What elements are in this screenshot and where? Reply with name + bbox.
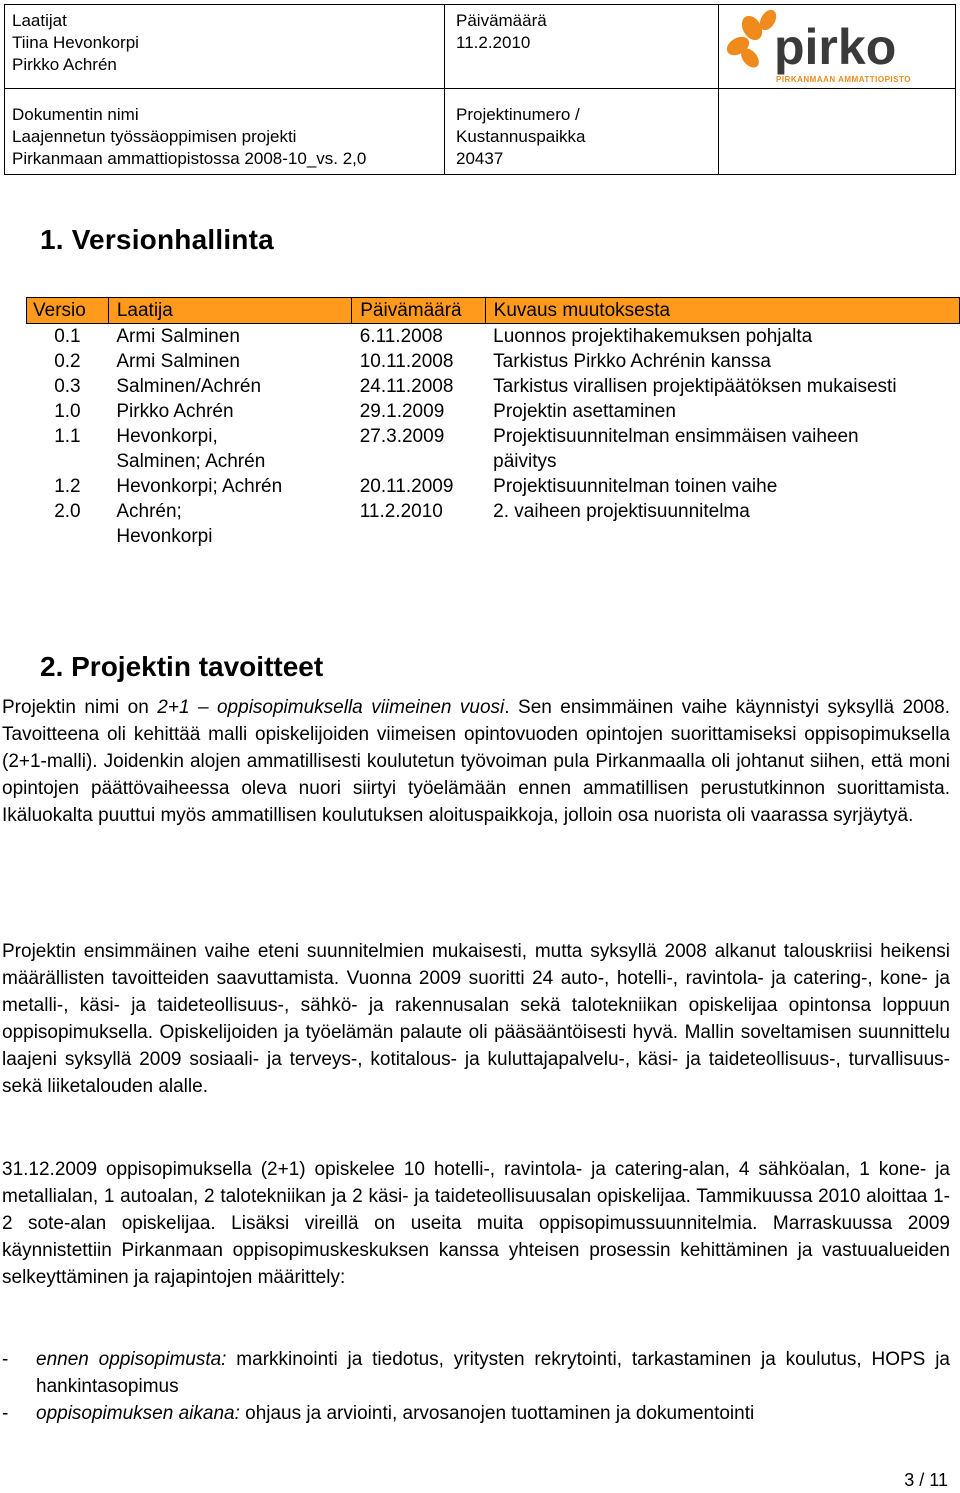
header-border-top [4, 4, 956, 5]
version-table [26, 297, 960, 549]
doc-name-cell [12, 104, 366, 170]
version-table-header [27, 298, 960, 324]
section-1-title: 1. Versionhallinta [40, 224, 274, 255]
authors-label: Laatijat [12, 11, 67, 30]
header-version: Versio [27, 298, 109, 324]
row-author: Salminen/Achrén [108, 374, 351, 399]
row-author: Armi Salminen [108, 349, 351, 374]
process-list [2, 1346, 950, 1427]
row-date: 11.2.2010 [352, 499, 485, 549]
row-date: 24.11.2008 [352, 374, 485, 399]
row-date: 27.3.2009 [352, 424, 485, 474]
header-date: Päivämäärä [352, 298, 485, 324]
header-divider-2 [718, 4, 719, 175]
project-name: 2+1 – oppisopimuksella viimeinen vuosi [157, 697, 505, 718]
row-description: Projektin asettaminen [485, 399, 959, 424]
document-header [4, 4, 956, 174]
table-row [27, 424, 960, 474]
row-version: 0.1 [27, 324, 109, 350]
row-date: 6.11.2008 [352, 324, 485, 350]
list-term: ennen oppisopimusta: [36, 1349, 227, 1370]
list-text: ohjaus ja arviointi, arvosanojen tuottaminen ja dokumentointi [239, 1403, 755, 1424]
row-description: Tarkistus Pirkko Achrénin kanssa [485, 349, 959, 374]
table-row [27, 474, 960, 499]
table-row [27, 374, 960, 399]
paragraph-1 [2, 694, 950, 829]
list-text: markkinointi ja tiedotus, yritysten rekrytointi, tarkastaminen ja koulutus, HOPS ja hankintasopimus [36, 1349, 950, 1397]
row-author: Hevonkorpi; Achrén [108, 474, 351, 499]
author-1: Tiina Hevonkorpi [12, 33, 139, 52]
section-2-title: 2. Projektin tavoitteet [40, 651, 324, 682]
header-border-middle [4, 88, 956, 89]
doc-name-line-2: Pirkanmaan ammattiopistossa 2008-10_vs. 2,0 [12, 149, 367, 168]
page-number: 3 / 11 [904, 1470, 948, 1490]
doc-name-line-1: Laajennetun työssäoppimisen projekti [12, 127, 297, 146]
project-cell [456, 104, 585, 170]
row-author: Hevonkorpi, Salminen; Achrén [108, 424, 351, 474]
header-divider-1 [444, 4, 445, 175]
row-version: 1.1 [27, 424, 109, 474]
table-row [27, 324, 960, 350]
project-label-line-1: Projektinumero / [456, 105, 580, 124]
logo-subtitle: PIRKANMAAN AMMATTIOPISTO [776, 75, 911, 84]
list-item [2, 1346, 950, 1400]
row-version: 1.0 [27, 399, 109, 424]
row-version: 0.3 [27, 374, 109, 399]
row-description: Luonnos projektihakemuksen pohjalta [485, 324, 959, 350]
p1-intro: Projektin nimi on [2, 697, 158, 718]
list-dash: - [2, 1349, 9, 1370]
row-version: 1.2 [27, 474, 109, 499]
date-value: 11.2.2010 [456, 33, 531, 52]
table-row [27, 499, 960, 549]
p1-rest: . Sen ensimmäinen vaihe käynnistyi syksyllä 2008. Tavoitteena oli kehittää malli opiskelijoiden viimeisen opintovuoden opintojen suorittamiseksi oppisopimuksella (2+1-malli). Joidenkin alojen ammatillisesti koulutetun työvoiman pula Pirkanmaalla oli johtanut siihen, että moni opintojen päättövaiheessa oleva nuori siirtyi työelämään ennen ammatillisen perustutkinnon suorittamista. Ikäluokalta puuttui myös ammatillisen koulutuksen aloituspaikkoja, jolloin osa nuorista oli vaarassa syrjäytyä. [2, 697, 951, 826]
row-description: Tarkistus virallisen projektipäätöksen mukaisesti [485, 374, 959, 399]
row-author: Armi Salminen [108, 324, 351, 350]
header-border-left [4, 4, 5, 175]
header-author: Laatija [108, 298, 351, 324]
date-label: Päivämäärä [456, 11, 547, 30]
paragraph-3: 31.12.2009 oppisopimuksella (2+1) opiskelee 10 hotelli-, ravintola- ja catering-alan, 4 sähköalan, 1 kone- ja metallialan, 1 autoalan, 2 talotekniikan ja 2 käsi- ja taideteollisuusalan opiskelijaa. Tammikuussa 2010 aloittaa 1-2 sote-alan opiskelijaa. Lisäksi vireillä on useita muita oppisopimussuunnitelmia. Marraskuussa 2009 käynnistettiin Pirkanmaan oppisopimuskeskuksen kanssa yhteisen prosessin kehittäminen ja vastuualueiden selkeyttäminen ja rajapintojen määrittely: [2, 1159, 950, 1288]
authors-cell [12, 10, 139, 76]
doc-name-label: Dokumentin nimi [12, 105, 139, 124]
row-author: Achrén; Hevonkorpi [108, 499, 351, 549]
project-value: 20437 [456, 149, 504, 168]
row-version: 2.0 [27, 499, 109, 549]
header-description: Kuvaus muutoksesta [485, 298, 959, 324]
row-description: Projektisuunnitelman toinen vaihe [485, 474, 959, 499]
date-cell [456, 10, 547, 54]
header-border-bottom [4, 174, 956, 175]
row-author: Pirkko Achrén [108, 399, 351, 424]
row-version: 0.2 [27, 349, 109, 374]
list-dash: - [2, 1403, 9, 1424]
row-description: 2. vaiheen projektisuunnitelma [485, 499, 959, 549]
pirko-logo-graphic [726, 6, 956, 88]
table-row [27, 399, 960, 424]
author-2: Pirkko Achrén [12, 55, 117, 74]
logo-wordmark: pirko [774, 19, 897, 75]
row-date: 10.11.2008 [352, 349, 485, 374]
row-description: Projektisuunnitelman ensimmäisen vaiheen päivitys [485, 424, 959, 474]
paragraph-2: Projektin ensimmäinen vaihe eteni suunnitelmien mukaisesti, mutta syksyllä 2008 alkanut talouskriisi heikensi määrällisten tavoitteiden saavuttamista. Vuonna 2009 suoritti 24 auto-, hotelli-, ravintola- ja catering-, kone- ja metalli-, käsi- ja taideteollisuus-, sähkö- ja rakennusalan sekä talotekniikan opiskelijaa opintonsa loppuun oppisopimuksella. Opiskelijoiden ja työelämän palaute oli pääsääntöisesti hyvä. Mallin soveltamisen suunnittelu laajeni syksyllä 2009 sosiaali- ja terveys-, kotitalous- ja kuluttajapalvelu-, käsi- ja taideteollisuus-, turvallisuus- sekä liiketalouden alalle. [2, 941, 950, 1097]
list-item [2, 1400, 950, 1427]
row-date: 29.1.2009 [352, 399, 485, 424]
list-term: oppisopimuksen aikana: [36, 1403, 240, 1424]
table-row [27, 349, 960, 374]
pirko-logo [726, 6, 956, 88]
project-label-line-2: Kustannuspaikka [456, 127, 586, 146]
row-date: 20.11.2009 [352, 474, 485, 499]
